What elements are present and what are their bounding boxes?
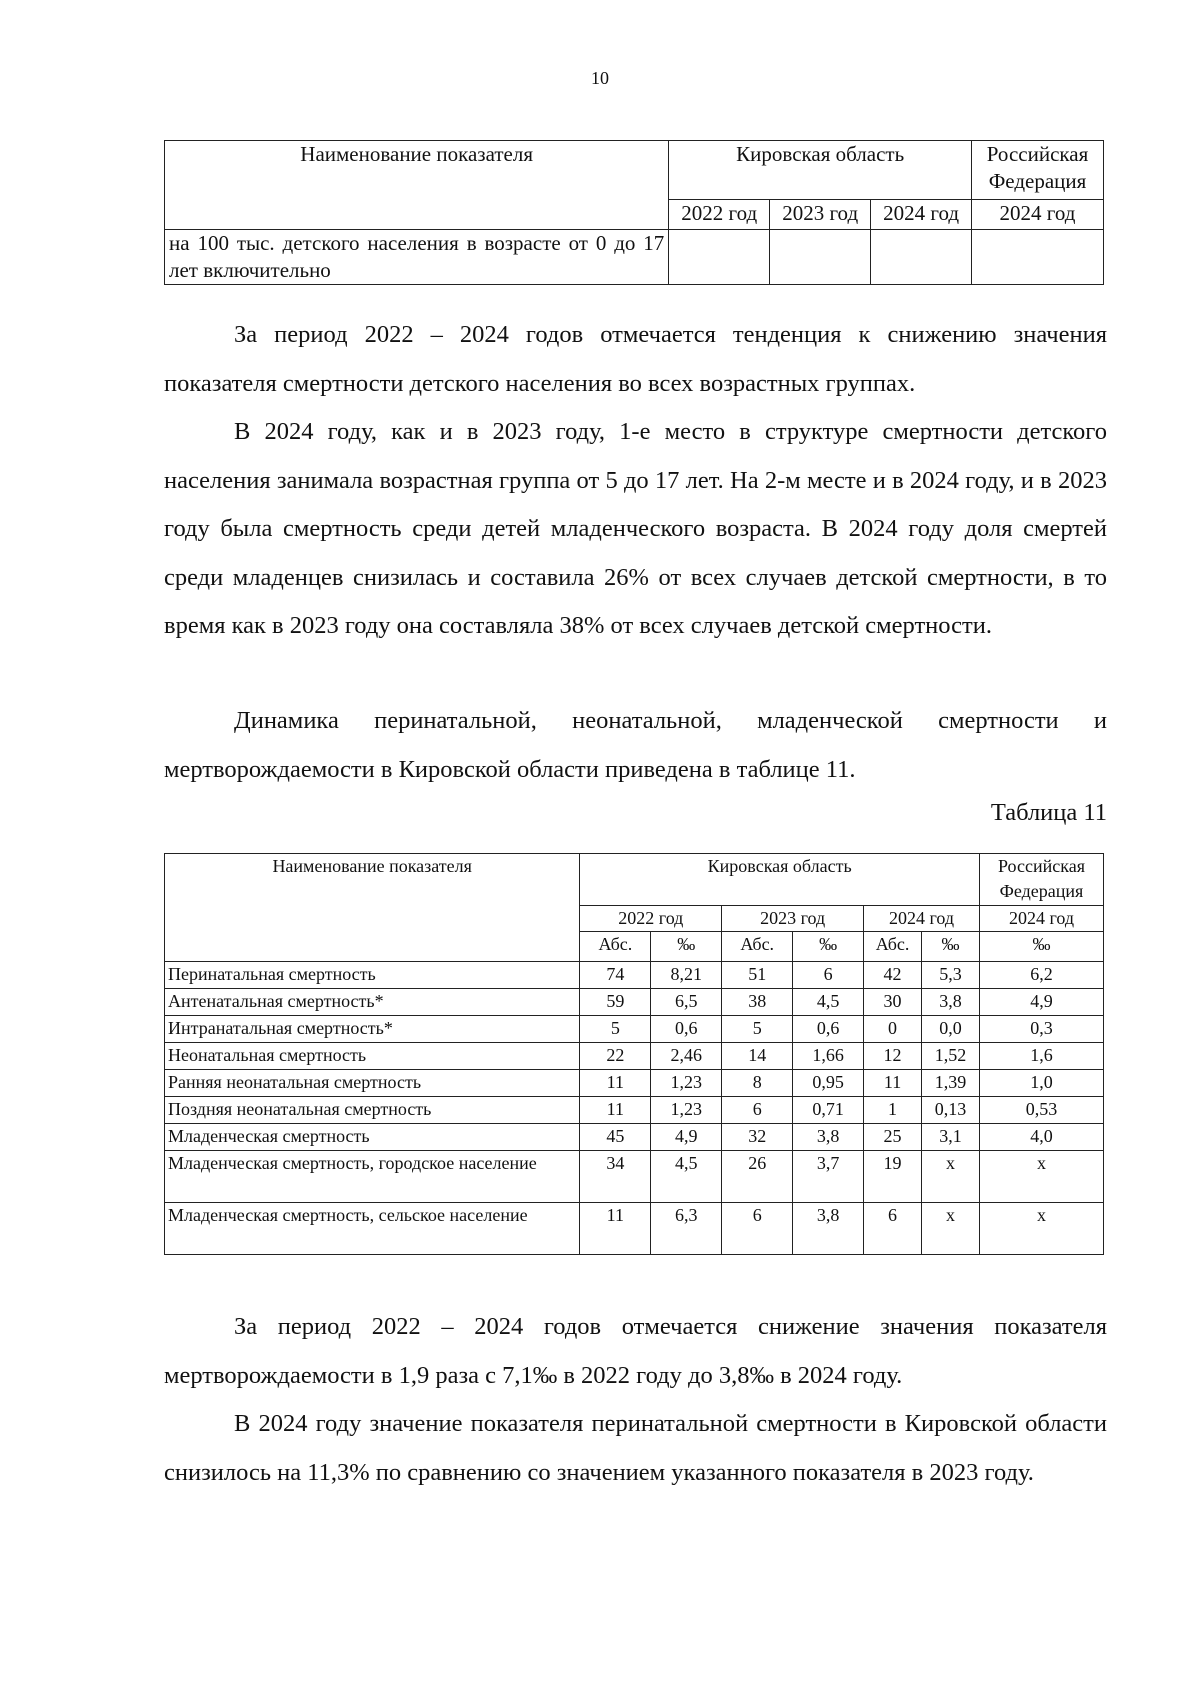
cell: 74	[580, 962, 651, 989]
cell: 1	[864, 1097, 922, 1124]
header-abs: Абс.	[864, 932, 922, 962]
cell: 0,53	[979, 1097, 1103, 1124]
cell: 11	[580, 1203, 651, 1255]
header-year: 2024 год	[864, 906, 980, 932]
cell: 34	[580, 1151, 651, 1203]
cell	[669, 230, 770, 285]
table-row	[165, 1151, 1104, 1203]
cell: 4,0	[979, 1124, 1103, 1151]
cell: х	[979, 1151, 1103, 1203]
cell	[871, 230, 972, 285]
cell: 30	[864, 989, 922, 1016]
paragraph: В 2024 году, как и в 2023 году, 1-е место в структуре смертности детского населения занимала возрастная группа от 5 до 17 лет. На 2-м месте и в 2024 году, и в 2023 году была смертность среди детей младенческого возраста. В 2024 году доля смертей среди младенцев снизилась и составила 26% от всех случаев детской смертности, в то время как в 2023 году она составляла 38% от всех случаев детской смертности.	[164, 418, 1107, 639]
table-row	[165, 1097, 1104, 1124]
cell: 19	[864, 1151, 922, 1203]
cell: 1,6	[979, 1043, 1103, 1070]
cell: 3,8	[793, 1203, 864, 1255]
header-rf: Российская Федерация	[979, 854, 1103, 906]
cell: 11	[864, 1070, 922, 1097]
cell: 38	[722, 989, 793, 1016]
cell: 26	[722, 1151, 793, 1203]
cell: 2,46	[651, 1043, 722, 1070]
header-region: Кировская область	[580, 854, 980, 906]
header-permille: ‰	[979, 932, 1103, 962]
table-row	[165, 1043, 1104, 1070]
cell: 5	[722, 1016, 793, 1043]
header-rf-year: 2024 год	[972, 200, 1104, 230]
cell: х	[979, 1203, 1103, 1255]
header-rf: Российская Федерация	[972, 141, 1104, 200]
row-label: Перинатальная смертность	[165, 962, 580, 989]
cell: 3,8	[793, 1124, 864, 1151]
cell: 0,71	[793, 1097, 864, 1124]
cell: 4,9	[651, 1124, 722, 1151]
cell: 8,21	[651, 962, 722, 989]
cell: 1,39	[922, 1070, 980, 1097]
cell: 0	[864, 1016, 922, 1043]
header-year: 2022 год	[669, 200, 770, 230]
cell: 6,3	[651, 1203, 722, 1255]
cell: 0,6	[793, 1016, 864, 1043]
cell: 0,6	[651, 1016, 722, 1043]
table-row	[165, 1070, 1104, 1097]
row-label: Младенческая смертность	[165, 1124, 580, 1151]
row-label: Неонатальная смертность	[165, 1043, 580, 1070]
header-permille: ‰	[793, 932, 864, 962]
cell: 8	[722, 1070, 793, 1097]
cell: 12	[864, 1043, 922, 1070]
cell: 6,2	[979, 962, 1103, 989]
cell: 5,3	[922, 962, 980, 989]
header-indicator-name: Наименование показателя	[165, 854, 580, 962]
cell: 5	[580, 1016, 651, 1043]
table-11	[164, 853, 1104, 1255]
page-number: 10	[591, 68, 609, 88]
header-year: 2024 год	[871, 200, 972, 230]
header-permille: ‰	[651, 932, 722, 962]
paragraph: За период 2022 – 2024 годов отмечается снижение значения показателя мертворождаемости в 1,9 раза с 7,1‰ в 2022 году до 3,8‰ в 2024 году.	[164, 1313, 1107, 1389]
cell: 6	[722, 1097, 793, 1124]
table-row	[165, 989, 1104, 1016]
cell: 4,9	[979, 989, 1103, 1016]
cell: 3,8	[922, 989, 980, 1016]
cell: 4,5	[793, 989, 864, 1016]
table-row	[165, 962, 1104, 989]
cell: х	[922, 1151, 980, 1203]
table-row	[165, 1016, 1104, 1043]
cell: 1,23	[651, 1070, 722, 1097]
cell: 6,5	[651, 989, 722, 1016]
row-label: на 100 тыс. детского населения в возрасте от 0 до 17 лет включительно	[165, 230, 669, 285]
cell: 51	[722, 962, 793, 989]
header-abs: Абс.	[722, 932, 793, 962]
cell: 3,1	[922, 1124, 980, 1151]
row-label: Младенческая смертность, городское население	[165, 1151, 580, 1203]
header-indicator-name: Наименование показателя	[165, 141, 669, 230]
header-year: 2023 год	[770, 200, 871, 230]
row-label: Младенческая смертность, сельское население	[165, 1203, 580, 1255]
cell: 1,0	[979, 1070, 1103, 1097]
cell: 0,13	[922, 1097, 980, 1124]
paragraph: За период 2022 – 2024 годов отмечается тенденция к снижению значения показателя смертности детского населения во всех возрастных группах.	[164, 321, 1107, 397]
row-label: Ранняя неонатальная смертность	[165, 1070, 580, 1097]
table-row	[165, 1203, 1104, 1255]
cell: 6	[793, 962, 864, 989]
paragraph: Динамика перинатальной, неонатальной, младенческой смертности и мертворождаемости в Кировской области приведена в таблице 11.	[164, 707, 1107, 783]
header-year: 2022 год	[580, 906, 722, 932]
header-year: 2023 год	[722, 906, 864, 932]
cell: 11	[580, 1070, 651, 1097]
row-label: Поздняя неонатальная смертность	[165, 1097, 580, 1124]
paragraph: В 2024 году значение показателя перинатальной смертности в Кировской области снизилось на 11,3% по сравнению со значением указанного показателя в 2023 году.	[164, 1410, 1107, 1486]
cell: 22	[580, 1043, 651, 1070]
cell: 32	[722, 1124, 793, 1151]
cell: 11	[580, 1097, 651, 1124]
cell: 1,23	[651, 1097, 722, 1124]
table-row	[165, 1124, 1104, 1151]
header-region: Кировская область	[669, 141, 972, 200]
cell: 25	[864, 1124, 922, 1151]
cell: 1,52	[922, 1043, 980, 1070]
cell: 14	[722, 1043, 793, 1070]
cell: 0,0	[922, 1016, 980, 1043]
cell: 59	[580, 989, 651, 1016]
header-rf-year: 2024 год	[979, 906, 1103, 932]
cell	[770, 230, 871, 285]
row-label: Интранатальная смертность*	[165, 1016, 580, 1043]
table-caption: Таблица 11	[990, 799, 1107, 826]
cell: 3,7	[793, 1151, 864, 1203]
cell: 1,66	[793, 1043, 864, 1070]
cell: 42	[864, 962, 922, 989]
cell: 0,3	[979, 1016, 1103, 1043]
cell: х	[922, 1203, 980, 1255]
cell: 6	[722, 1203, 793, 1255]
cell: 0,95	[793, 1070, 864, 1097]
row-label: Антенатальная смертность*	[165, 989, 580, 1016]
cell: 6	[864, 1203, 922, 1255]
cell: 45	[580, 1124, 651, 1151]
cell: 4,5	[651, 1151, 722, 1203]
cell	[972, 230, 1104, 285]
table-row	[165, 230, 1104, 285]
table-continuation	[164, 140, 1104, 285]
header-permille: ‰	[922, 932, 980, 962]
header-abs: Абс.	[580, 932, 651, 962]
